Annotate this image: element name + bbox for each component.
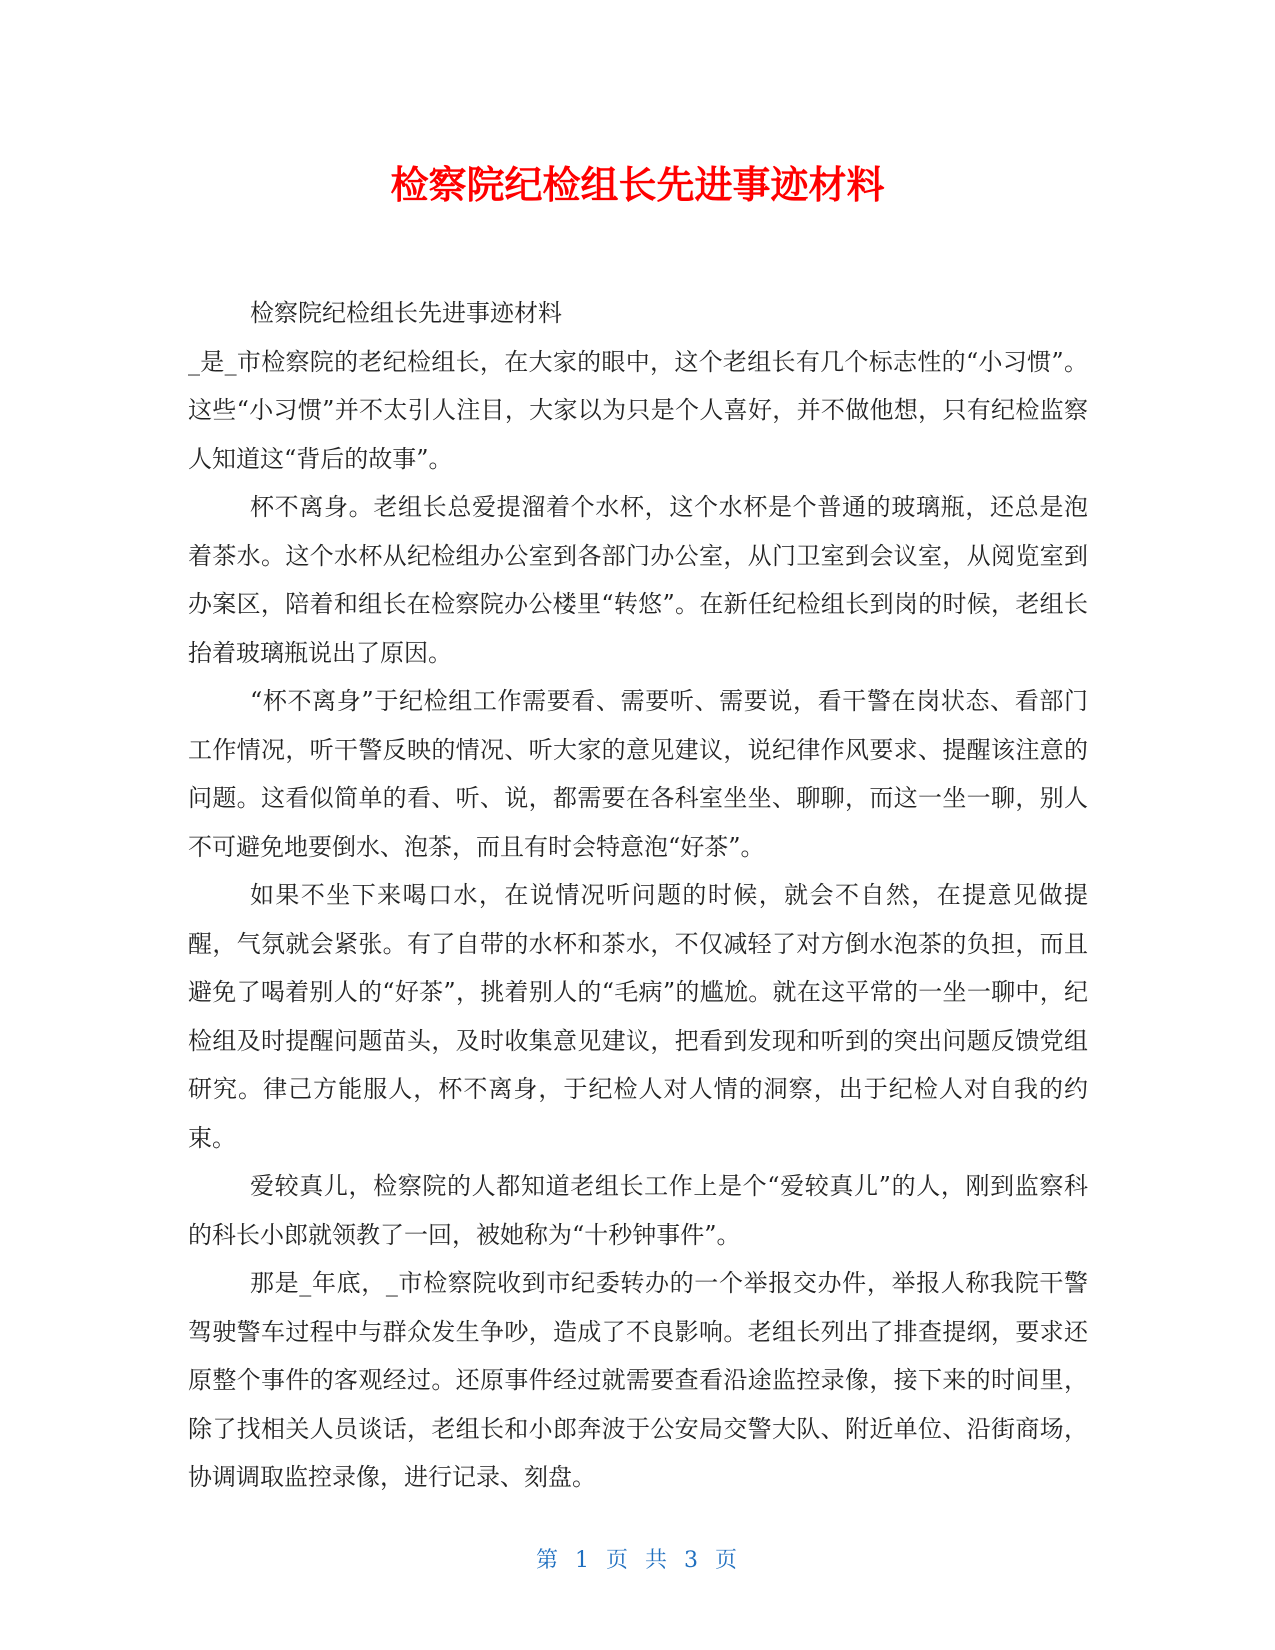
paragraph-serious: 爱较真儿，检察院的人都知道老组长工作上是个“爱较真儿”的人，刚到监察科的科长小郎就领教了一回，被她称为“十秒钟事件”。 <box>188 1172 1088 1249</box>
paragraph-cup-reason: “杯不离身”于纪检组工作需要看、需要听、需要说，看干警在岗状态、看部门工作情况，听干警反映的情况、听大家的意见建议，说纪律作风要求、提醒该注意的问题。这看似简单的看、听、说，都需要在各科室坐坐、聊聊，而这一坐一聊，别人不可避免地要倒水、泡茶，而且有时会特意泡“好茶”。 <box>188 687 1088 861</box>
paragraph-subtitle: 检察院纪检组长先进事迹材料 <box>250 299 562 327</box>
paragraph-cup: 杯不离身。老组长总爱提溜着个水杯，这个水杯是个普通的玻璃瓶，还总是泡着茶水。这个水杯从纪检组办公室到各部门办公室，从门卫室到会议室，从阅览室到办案区，陪着和组长在检察院办公楼里“转悠”。在新任纪检组长到岗的时候，老组长抬着玻璃瓶说出了原因。 <box>188 493 1088 667</box>
paragraph-case: 那是_年底，_市检察院收到市纪委转办的一个举报交办件，举报人称我院干警驾驶警车过程中与群众发生争吵，造成了不良影响。老组长列出了排查提纲，要求还原整个事件的客观经过。还原事件经过就需要查看沿途监控录像，接下来的时间里，除了找相关人员谈话，老组长和小郎奔波于公安局交警大队、附近单位、沿街商场，协调调取监控录像，进行记录、刻盘。 <box>188 1269 1088 1491</box>
paragraph-cup-effect: 如果不坐下来喝口水，在说情况听问题的时候，就会不自然，在提意见做提醒，气氛就会紧张。有了自带的水杯和茶水，不仅减轻了对方倒水泡茶的负担，而且避免了喝着别人的“好茶”，挑着别人的“毛病”的尴尬。就在这平常的一坐一聊中，纪检组及时提醒问题苗头，及时收集意见建议，把看到发现和听到的突出问题反馈党组研究。律己方能服人，杯不离身，于纪检人对人情的洞察，出于纪检人对自我的约束。 <box>188 881 1088 1152</box>
document-title: 检察院纪检组长先进事迹材料 <box>390 163 885 207</box>
document-body <box>188 289 1088 1502</box>
page-number-footer: 第 1 页 共 3 页 <box>536 1548 739 1573</box>
paragraph-intro: _是_市检察院的老纪检组长，在大家的眼中，这个老组长有几个标志性的“小习惯”。这些“小习惯”并不太引人注目，大家以为只是个人喜好，并不做他想，只有纪检监察人知道这“背后的故事”。 <box>188 347 1088 473</box>
